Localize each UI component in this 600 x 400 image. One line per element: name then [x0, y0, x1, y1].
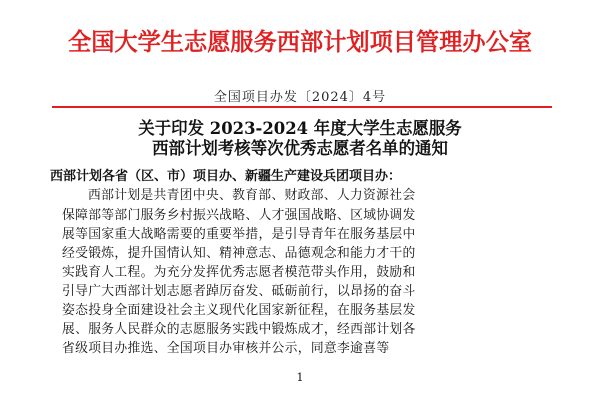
- issuing-office-title: 全国大学生志愿服务西部计划项目管理办公室: [68, 27, 532, 56]
- notice-title-line-2: 西部计划考核等次优秀志愿者名单的通知: [152, 139, 448, 159]
- body-line: 保障部等部门服务乡村振兴战略、人才强国战略、区域协调发: [62, 208, 416, 223]
- document-number: 全国项目办发〔2024〕4号: [213, 90, 387, 105]
- page-number: 1: [296, 371, 304, 384]
- red-divider-line: [52, 106, 552, 108]
- body-line: 西部计划是共青团中央、教育部、财政部、人力资源社会: [88, 188, 416, 203]
- recipient-line: 西部计划各省（区、市）项目办、新疆生产建设兵团项目办：: [50, 169, 402, 184]
- body-line: 姿态投身全面建设社会主义现代化国家新征程，在服务基层发: [62, 303, 416, 318]
- body-line: 省级项目办推选、全国项目办审核并公示，同意李逾喜等: [62, 341, 390, 356]
- body-line: 展、服务人民群众的志愿服务实践中锻炼成才，经西部计划各: [62, 322, 416, 337]
- body-line: 经受锻炼，提升国情认知、精神意志、品德观念和能力才干的: [62, 246, 416, 261]
- body-line: 实践育人工程。为充分发挥优秀志愿者模范带头作用，鼓励和: [62, 265, 416, 280]
- notice-title-line-1: 关于印发 2023-2024 年度大学生志愿服务: [138, 119, 462, 139]
- body-line: 引导广大西部计划志愿者踔厉奋发、砥砺前行，以昂扬的奋斗: [62, 284, 416, 299]
- body-line: 展等国家重大战略需要的重要举措，是引导青年在服务基层中: [62, 227, 416, 242]
